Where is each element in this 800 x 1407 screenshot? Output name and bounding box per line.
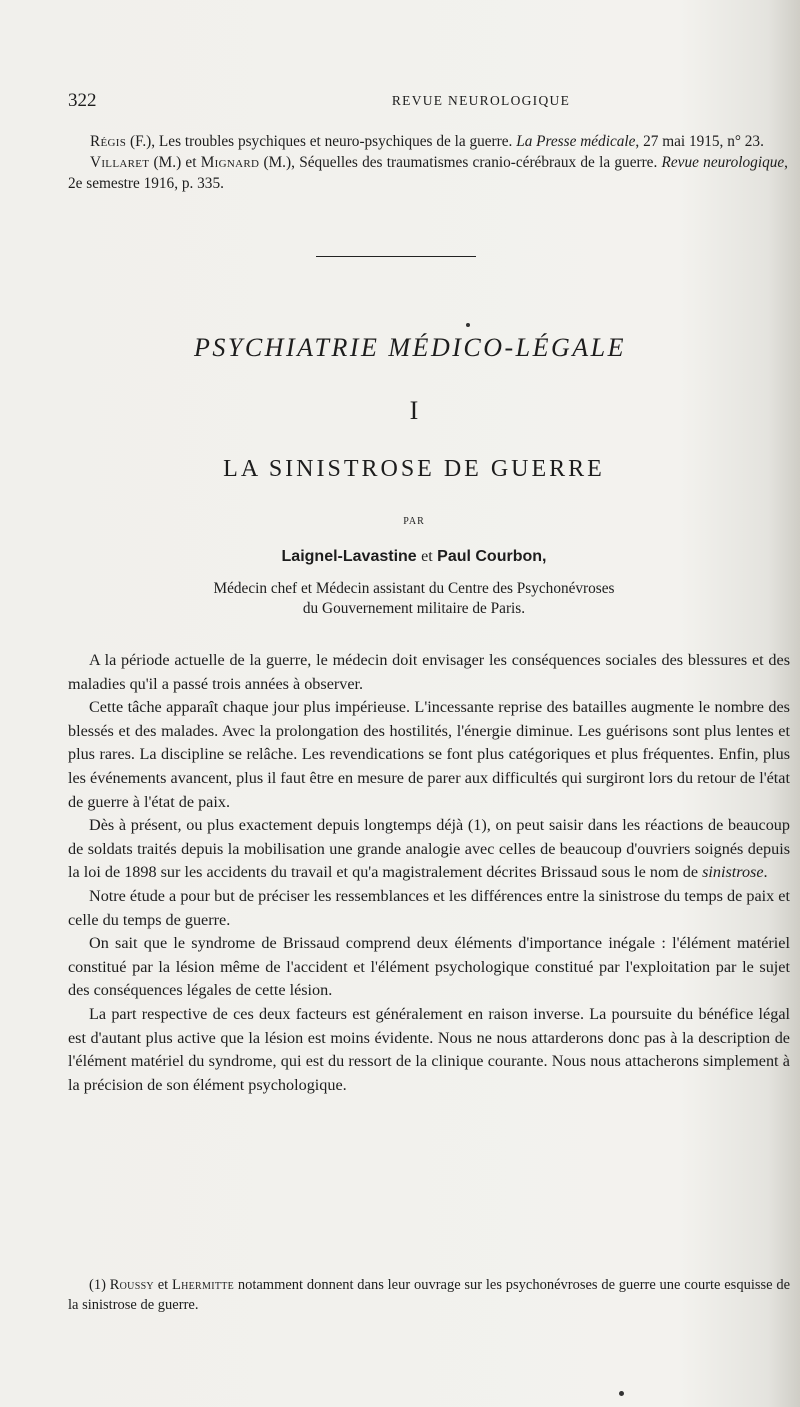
bib-author: Villaret bbox=[90, 154, 150, 171]
page-header bbox=[68, 90, 768, 112]
bib-rest: , 27 mai 1915, n° 23. bbox=[635, 133, 764, 150]
paragraph: La part respective de ces deux facteurs est généralement en raison inverse. La poursuite du bénéfice légal est d'autant plus active que la lésion est moins évidente. Nous ne nous attarderons donc pas à la description de l'élément matériel du syndrome, qui est du ressort de la clinique courante. Nous nous attacherons simplement à la précision de son élément psychologique. bbox=[68, 1004, 790, 1094]
footnote-conj: et bbox=[157, 1277, 169, 1293]
bib-author-2-initial: (M.), bbox=[263, 154, 295, 171]
bibliography bbox=[68, 131, 788, 194]
running-head: REVUE NEUROLOGIQUE bbox=[391, 93, 571, 108]
footnote-marker: (1) bbox=[89, 1277, 106, 1293]
bib-text: Les troubles psychiques et neuro-psychiques de la guerre. bbox=[155, 133, 517, 150]
affiliation-line: du Gouvernement militaire de Paris. bbox=[302, 600, 526, 617]
section-title: PSYCHIATRIE MÉDICO-LÉGALE bbox=[193, 333, 626, 362]
bib-rest: , 2e semestre 1916, p. 335. bbox=[68, 154, 788, 192]
footnote-text bbox=[68, 1275, 790, 1315]
chapter-number: I bbox=[409, 396, 419, 425]
byline-par: PAR bbox=[403, 516, 425, 527]
article-title: LA SINISTROSE DE GUERRE bbox=[223, 456, 605, 482]
footnote-name-2: Lhermitte bbox=[171, 1277, 235, 1293]
paragraph: A la période actuelle de la guerre, le médecin doit envisager les conséquences sociales des blessures et des maladies qu'il a passé trois années à observer. bbox=[68, 651, 790, 693]
print-speck bbox=[619, 1391, 624, 1396]
paragraph bbox=[68, 814, 790, 885]
article-body bbox=[68, 649, 790, 1097]
paragraph: On sait que le syndrome de Brissaud comprend deux éléments d'importance inégale : l'élément matériel constitué par la lésion même de l'accident et l'élément psychologique constitué par l'exploitation par le sujet des conséquences légales de cette lésion. bbox=[68, 934, 790, 1000]
affiliation bbox=[0, 579, 800, 619]
paragraph: Cette tâche apparaît chaque jour plus impérieuse. L'incessante reprise des batailles augmente le nombre des blessés et des malades. Avec la prolongation des hostilités, l'énergie diminue. Les guérisons sont plus lentes et plus rares. La discipline se relâche. Les revendications se font plus catégoriques et plus fréquentes. Enfin, plus les événements avancent, plus il faut être en mesure de parer aux difficultés qui surgiront lors du retour de l'état de guerre à l'état de paix. bbox=[68, 698, 790, 811]
footnote bbox=[68, 1275, 790, 1315]
author-conj: et bbox=[421, 548, 433, 565]
paragraph-text: Dès à présent, ou plus exactement depuis longtemps déjà (1), on peut saisir dans les réactions de beaucoup de soldats traités depuis la mobilisation une grande analogie avec celles de beaucoup d'ouvriers soignés depuis la loi de 1898 sur les accidents du travail et qu'a magistralement décrites Brissaud sous le nom de bbox=[68, 816, 790, 882]
author-second: Paul Courbon, bbox=[437, 548, 547, 565]
paragraph: Notre étude a pour but de préciser les ressemblances et les différences entre la sinistrose du temps de paix et celle du temps de guerre. bbox=[68, 886, 790, 929]
page-number: 322 bbox=[68, 90, 97, 111]
bib-text: Séquelles des traumatismes cranio-cérébraux de la guerre. bbox=[294, 154, 662, 171]
footnote-body: notamment donnent dans leur ouvrage sur les psychonévroses de guerre une courte esquisse de la sinistrose de guerre. bbox=[68, 1277, 791, 1313]
bib-journal: La Presse médicale bbox=[516, 133, 636, 150]
affiliation-line: Médecin chef et Médecin assistant du Centre des Psychonévroses bbox=[213, 580, 615, 597]
author-first: Laignel-Lavastine bbox=[281, 548, 417, 565]
bib-entry bbox=[68, 152, 788, 194]
term-sinistrose: sinistrose bbox=[702, 863, 764, 882]
bib-journal: Revue neurologique bbox=[661, 154, 785, 171]
bib-author-2: Mignard bbox=[200, 154, 260, 171]
bib-entry bbox=[68, 131, 788, 152]
authors bbox=[0, 548, 800, 566]
separator-rule bbox=[316, 256, 476, 257]
bib-author-initial: (M.) et bbox=[153, 154, 197, 171]
print-speck bbox=[466, 323, 470, 327]
bib-author: Régis bbox=[90, 133, 127, 150]
paragraph-end: . bbox=[763, 863, 768, 882]
footnote-name-1: Roussy bbox=[109, 1277, 154, 1293]
bib-author-initial: (F.), bbox=[129, 133, 156, 150]
